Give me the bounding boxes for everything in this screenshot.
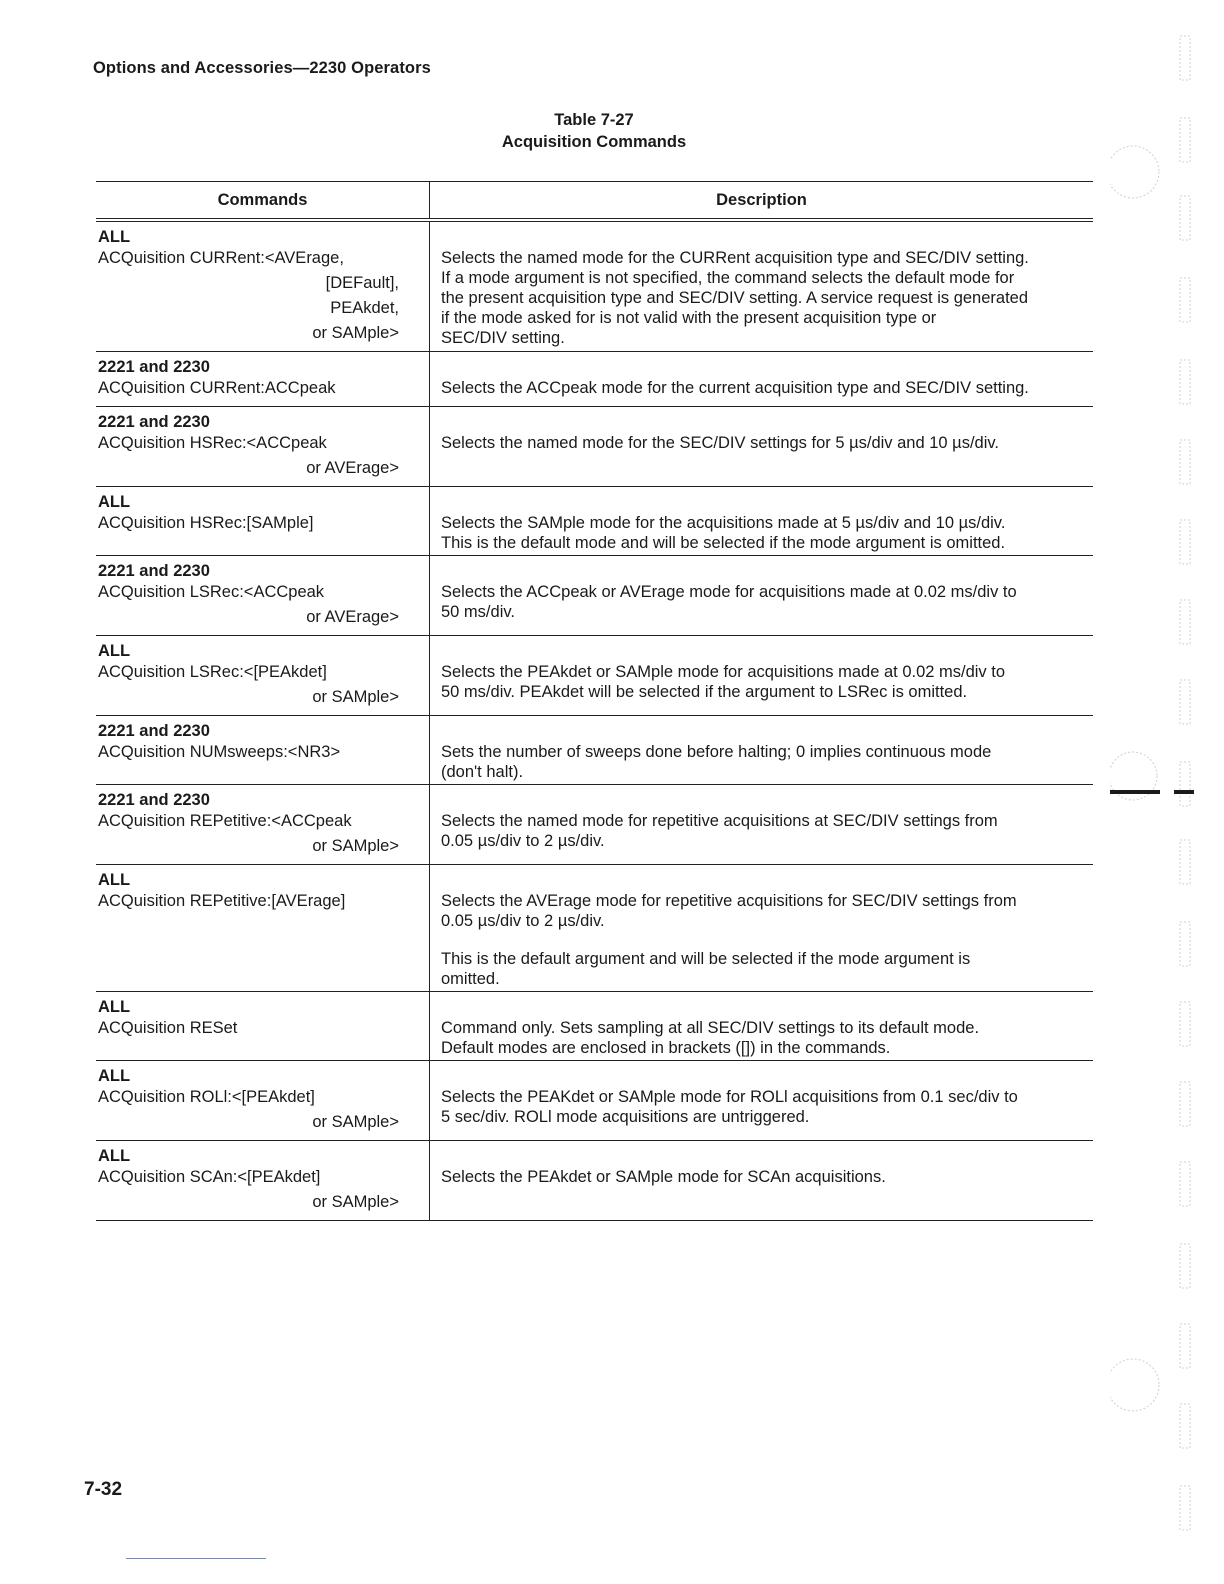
command-syntax: ACQuisition REPetitive:[AVErage] <box>98 892 346 910</box>
command-argument: or SAMple> <box>312 837 399 855</box>
description-text: 50 ms/div. <box>441 603 515 621</box>
description-cell <box>430 716 1094 785</box>
command-cell <box>96 636 430 716</box>
description-text: This is the default argument and will be selected if the mode argument is <box>441 950 971 968</box>
description-column-header: Description <box>430 182 1094 221</box>
command-syntax: ACQuisition HSRec:<ACCpeak <box>98 434 327 452</box>
description-text: Selects the SAMple mode for the acquisitions made at 5 µs/div and 10 µs/div. <box>441 514 1006 532</box>
command-syntax: ACQuisition LSRec:<ACCpeak <box>98 583 325 601</box>
command-argument: or SAMple> <box>312 688 399 706</box>
description-text: (don't halt). <box>441 763 524 781</box>
description-cell <box>430 352 1094 407</box>
binder-margin-decoration <box>1110 0 1224 1584</box>
model-applicability: 2221 and 2230 <box>98 358 210 376</box>
commands-column-header: Commands <box>96 182 430 221</box>
description-text: This is the default mode and will be selected if the mode argument is omitted. <box>441 534 1006 552</box>
table-row <box>96 556 1093 636</box>
section-marker-icon <box>1110 790 1194 794</box>
description-text: Selects the named mode for the CURRent acquisition type and SEC/DIV setting. <box>441 249 1029 267</box>
command-argument: or AVErage> <box>306 608 399 626</box>
description-text: if the mode asked for is not valid with the present acquisition type or <box>441 309 937 327</box>
command-argument: or SAMple> <box>312 1113 399 1131</box>
model-applicability: ALL <box>98 998 131 1016</box>
command-argument: [DEFault], <box>325 274 399 292</box>
description-text: omitted. <box>441 970 500 988</box>
table-number: Table 7-27 <box>554 111 634 129</box>
command-cell <box>96 1061 430 1141</box>
command-syntax: ACQuisition NUMsweeps:<NR3> <box>98 743 341 761</box>
running-header: Options and Accessories—2230 Operators <box>93 59 431 77</box>
description-text: SEC/DIV setting. <box>441 329 565 347</box>
description-text: Selects the ACCpeak mode for the current acquisition type and SEC/DIV setting. <box>441 379 1029 397</box>
command-cell <box>96 992 430 1061</box>
command-cell <box>96 407 430 487</box>
command-cell <box>96 220 430 352</box>
description-text: 0.05 µs/div to 2 µs/div. <box>441 912 605 930</box>
page-number: 7-32 <box>84 1479 123 1500</box>
table-row <box>96 1061 1093 1141</box>
command-syntax: ACQuisition RESet <box>98 1019 238 1037</box>
model-applicability: 2221 and 2230 <box>98 562 210 580</box>
table-row <box>96 716 1093 785</box>
model-applicability: ALL <box>98 871 131 889</box>
description-cell <box>430 785 1094 865</box>
command-argument: or SAMple> <box>312 324 399 342</box>
model-applicability: 2221 and 2230 <box>98 413 210 431</box>
description-cell <box>430 636 1094 716</box>
command-cell <box>96 487 430 556</box>
ring-hole-icon <box>1110 146 1159 1411</box>
description-text: 5 sec/div. ROLl mode acquisitions are untriggered. <box>441 1108 810 1126</box>
description-cell <box>430 1141 1094 1221</box>
table-row <box>96 1141 1093 1221</box>
binder-tab-icon <box>1180 36 1190 1530</box>
description-text: Command only. Sets sampling at all SEC/DIV settings to its default mode. <box>441 1019 980 1037</box>
description-cell <box>430 220 1094 352</box>
description-cell <box>430 865 1094 992</box>
description-cell <box>430 992 1094 1061</box>
model-applicability: ALL <box>98 1147 131 1165</box>
command-syntax: ACQuisition CURRent:ACCpeak <box>98 379 336 397</box>
table-header-row <box>96 182 1093 221</box>
table-row <box>96 352 1093 407</box>
description-text: Selects the PEAKdet or SAMple mode for ROLl acquisitions from 0.1 sec/div to <box>441 1088 1018 1106</box>
description-cell <box>430 1061 1094 1141</box>
description-text: Selects the ACCpeak or AVErage mode for acquisitions made at 0.02 ms/div to <box>441 583 1017 601</box>
command-argument: PEAkdet, <box>330 299 399 317</box>
command-cell <box>96 556 430 636</box>
command-syntax: ACQuisition SCAn:<[PEAkdet] <box>98 1168 321 1186</box>
table-row <box>96 992 1093 1061</box>
description-text: Selects the named mode for repetitive acquisitions at SEC/DIV settings from <box>441 812 998 830</box>
command-cell <box>96 352 430 407</box>
description-text: 50 ms/div. PEAkdet will be selected if the argument to LSRec is omitted. <box>441 683 968 701</box>
table-caption <box>0 109 1188 153</box>
model-applicability: 2221 and 2230 <box>98 722 210 740</box>
description-text: If a mode argument is not specified, the command selects the default mode for <box>441 269 1015 287</box>
model-applicability: ALL <box>98 493 131 511</box>
model-applicability: 2221 and 2230 <box>98 791 210 809</box>
table-row <box>96 407 1093 487</box>
command-syntax: ACQuisition CURRent:<AVErage, <box>98 249 344 267</box>
scan-underline <box>126 1558 266 1559</box>
description-cell <box>430 407 1094 487</box>
model-applicability: ALL <box>98 642 131 660</box>
table-row <box>96 220 1093 352</box>
command-argument: or AVErage> <box>306 459 399 477</box>
table-row <box>96 785 1093 865</box>
command-cell <box>96 716 430 785</box>
command-syntax: ACQuisition HSRec:[SAMple] <box>98 514 314 532</box>
model-applicability: ALL <box>98 1067 131 1085</box>
description-text: Default modes are enclosed in brackets ([]) in the commands. <box>441 1039 891 1057</box>
command-cell <box>96 1141 430 1221</box>
command-syntax: ACQuisition LSRec:<[PEAkdet] <box>98 663 327 681</box>
command-argument: or SAMple> <box>312 1193 399 1211</box>
table-body <box>96 220 1093 1221</box>
description-text: Selects the AVErage mode for repetitive acquisitions for SEC/DIV settings from <box>441 892 1017 910</box>
command-cell <box>96 785 430 865</box>
table-title: Acquisition Commands <box>501 133 687 151</box>
description-text: Selects the named mode for the SEC/DIV settings for 5 µs/div and 10 µs/div. <box>441 434 999 452</box>
description-text: Sets the number of sweeps done before halting; 0 implies continuous mode <box>441 743 992 761</box>
description-cell <box>430 487 1094 556</box>
table-row <box>96 865 1093 992</box>
command-syntax: ACQuisition REPetitive:<ACCpeak <box>98 812 352 830</box>
description-text: Selects the PEAkdet or SAMple mode for SCAn acquisitions. <box>441 1168 886 1186</box>
command-syntax: ACQuisition ROLl:<[PEAkdet] <box>98 1088 315 1106</box>
description-text: the present acquisition type and SEC/DIV setting. A service request is generated <box>441 289 1029 307</box>
description-text: Selects the PEAkdet or SAMple mode for acquisitions made at 0.02 ms/div to <box>441 663 1006 681</box>
description-text: 0.05 µs/div to 2 µs/div. <box>441 832 605 850</box>
table-row <box>96 487 1093 556</box>
table-row <box>96 636 1093 716</box>
paragraph-gap <box>441 931 1087 949</box>
acquisition-commands-table <box>96 181 1093 1221</box>
description-cell <box>430 556 1094 636</box>
command-cell <box>96 865 430 992</box>
model-applicability: ALL <box>98 228 131 246</box>
